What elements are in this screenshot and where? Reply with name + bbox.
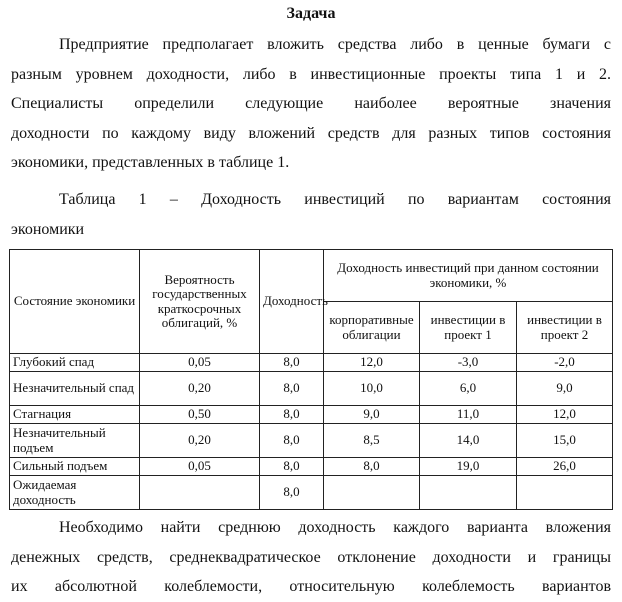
cell-state: Незначительный спад	[10, 372, 140, 406]
cell-probability: 0,05	[140, 458, 260, 476]
intro-line: Предприятие предполагает вложить средства либо в ценные бумаги с	[59, 36, 611, 53]
table-header-row	[10, 250, 613, 302]
cell-probability: 0,20	[140, 372, 260, 406]
cell-income: 8,0	[260, 424, 324, 458]
caption-line: экономики	[11, 220, 85, 238]
cell-income: 8,0	[260, 406, 324, 424]
cell-state: Сильный подъем	[10, 458, 140, 476]
header-state: Состояние экономики	[10, 250, 140, 354]
income-table	[9, 249, 613, 510]
cell-project1: 19,0	[420, 458, 517, 476]
header-group: Доходность инвестиций при данном состоянии экономики, %	[324, 250, 613, 302]
cell-state: Глубокий спад	[10, 354, 140, 372]
intro-line: экономики, представленных в таблице 1.	[11, 154, 290, 171]
table-row	[10, 372, 613, 406]
cell-state: Ожидаемая доходность	[10, 476, 140, 510]
cell-project2: 26,0	[517, 458, 613, 476]
cell-project1: 11,0	[420, 406, 517, 424]
header-corporate: корпоративные облигации	[324, 302, 420, 354]
outro-line: денежных средств, среднеквадратическое отклонение доходности и границы	[11, 548, 611, 566]
cell-project2: 12,0	[517, 406, 613, 424]
cell-income: 8,0	[260, 354, 324, 372]
document-title: Задача	[286, 5, 336, 22]
cell-income: 8,0	[260, 476, 324, 510]
table-row	[10, 406, 613, 424]
cell-project2: -2,0	[517, 354, 613, 372]
cell-corporate: 8,5	[324, 424, 420, 458]
table-row	[10, 476, 613, 510]
cell-income: 8,0	[260, 372, 324, 406]
cell-project1: 14,0	[420, 424, 517, 458]
intro-line: доходности по каждому виду вложений средств для разных типов состояния	[11, 124, 611, 142]
outro-line: Необходимо найти среднюю доходность каждого варианта вложения	[59, 519, 611, 536]
cell-project2	[517, 476, 613, 510]
cell-probability: 0,05	[140, 354, 260, 372]
cell-project2: 9,0	[517, 372, 613, 406]
cell-corporate: 10,0	[324, 372, 420, 406]
cell-project1: 6,0	[420, 372, 517, 406]
cell-project2: 15,0	[517, 424, 613, 458]
cell-corporate: 12,0	[324, 354, 420, 372]
table-row	[10, 424, 613, 458]
cell-project1: -3,0	[420, 354, 517, 372]
cell-probability: 0,50	[140, 406, 260, 424]
table-row	[10, 354, 613, 372]
intro-line: разным уровнем доходности, либо в инвестиционные проекты типа 1 и 2.	[11, 65, 611, 83]
cell-corporate: 8,0	[324, 458, 420, 476]
cell-corporate	[324, 476, 420, 510]
outro-line: их абсолютной колеблемости, относительную колеблемость вариантов	[11, 578, 611, 595]
header-probability: Вероятность государственных краткосрочных облигаций, %	[140, 250, 260, 354]
cell-corporate: 9,0	[324, 406, 420, 424]
cell-probability: 0,20	[140, 424, 260, 458]
header-project1: инвестиции в проект 1	[420, 302, 517, 354]
cell-state: Незначительный подъем	[10, 424, 140, 458]
cell-probability	[140, 476, 260, 510]
cell-income: 8,0	[260, 458, 324, 476]
table-row	[10, 458, 613, 476]
header-income: Доходность	[260, 250, 324, 354]
intro-line: Специалисты определили следующие наиболее вероятные значения	[11, 95, 611, 112]
cell-project1	[420, 476, 517, 510]
table-caption	[11, 185, 611, 244]
cell-state: Стагнация	[10, 406, 140, 424]
caption-line: Таблица 1 – Доходность инвестиций по вариантам состояния	[59, 191, 611, 208]
intro-paragraph	[11, 30, 611, 178]
outro-paragraph	[11, 513, 611, 602]
header-project2: инвестиции в проект 2	[517, 302, 613, 354]
